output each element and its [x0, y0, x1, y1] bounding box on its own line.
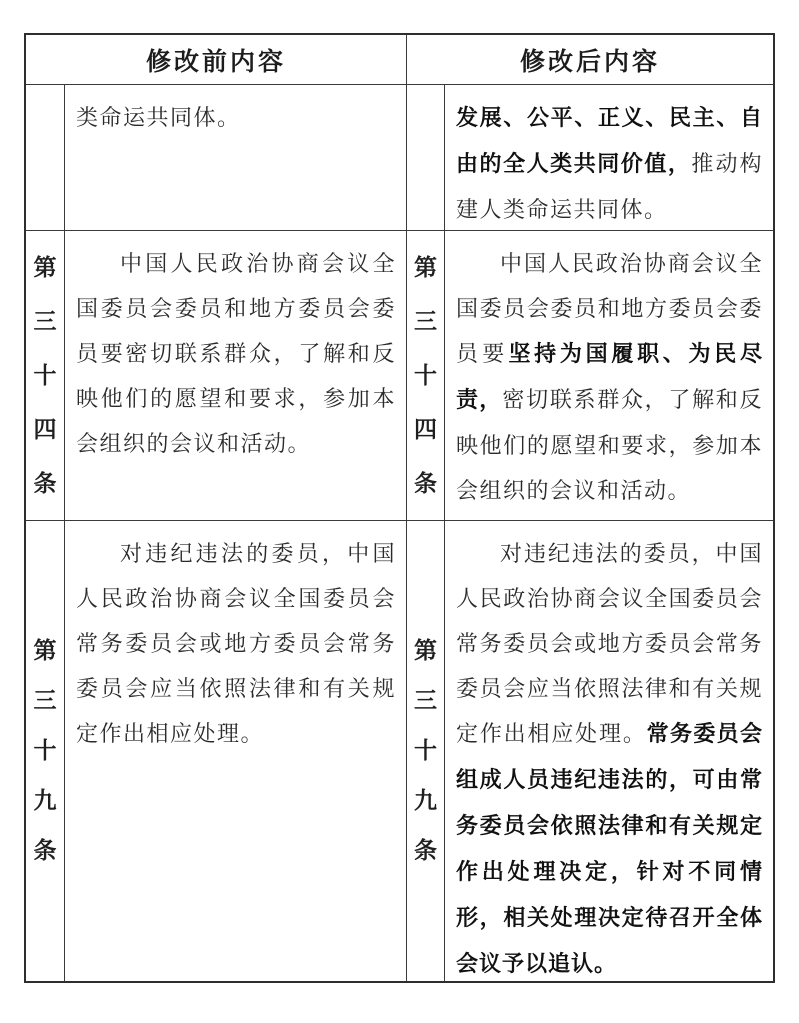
content-after — [445, 85, 773, 231]
article-label-before — [26, 85, 65, 231]
comparison-table — [24, 33, 775, 983]
article-label-text: 第三十四条 — [414, 254, 437, 496]
article-label-text: 第三十九条 — [414, 638, 437, 863]
text-segment: 推动构建人类命运共同体。 — [456, 151, 763, 222]
article-label-before — [26, 521, 65, 981]
text-segment: 中国人民政治协商会议全国委员会委员和地方委员会委员要密切联系群众，了解和反映他们的愿望和要求，参加本会组织的会议和活动。 — [76, 251, 396, 456]
content-before — [65, 85, 407, 231]
amended-text-segment: 发展、公平、正义、民主、自由的全人类共同价值， — [456, 106, 763, 177]
text-segment: 密切联系群众，了解和反映他们的愿望和要求，参加本会组织的会议和活动。 — [456, 387, 763, 503]
amended-text-segment: 坚持为国履职、为民尽责， — [456, 342, 763, 413]
article-label-after — [407, 231, 445, 521]
text-segment: 类命运共同体。 — [76, 105, 241, 130]
text-segment: 对违纪违法的委员，中国人民政治协商会议全国委员会常务委员会或地方委员会常务委员会应当依照法律和有关规定作出相应处理。 — [456, 541, 763, 746]
article-label-after — [407, 85, 445, 231]
amended-text-segment: 常务委员会组成人员违纪违法的，可由常务委员会依照法律和有关规定作出处理决定，针对不同情形，相关处理决定待召开全体会议予以追认。 — [456, 722, 763, 977]
content-before — [65, 231, 407, 521]
column-header-before: 修改前内容 — [26, 35, 407, 85]
article-label-text: 第三十九条 — [33, 638, 57, 863]
article-label-text: 第三十四条 — [33, 254, 57, 496]
article-label-after — [407, 521, 445, 981]
content-after — [445, 231, 773, 521]
content-after — [445, 521, 773, 981]
text-segment: 中国人民政治协商会议全国委员会委员和地方委员会委员要 — [456, 251, 763, 366]
content-before — [65, 521, 407, 981]
text-segment: 对违纪违法的委员，中国人民政治协商会议全国委员会常务委员会或地方委员会常务委员会应当依照法律和有关规定作出相应处理。 — [76, 541, 396, 746]
column-header-after: 修改后内容 — [407, 35, 773, 85]
article-label-before — [26, 231, 65, 521]
